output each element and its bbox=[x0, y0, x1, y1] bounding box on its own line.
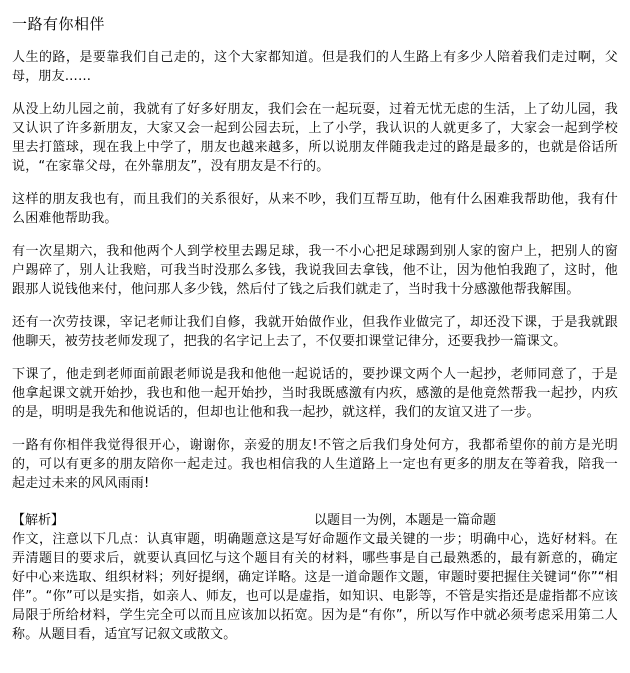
analysis-first-line bbox=[12, 511, 618, 530]
body-paragraph-4: 有一次星期六，我和他两个人到学校里去踢足球，我一不小心把足球踢到别人家的窗户上，把别人的窗户踢碎了，别人让我赔，可我当时没那么多钱，我说我回去拿钱，他不让，因为他怕我跑了，这时，他跟那人说钱他来付，他问那人多少钱，然后付了钱之后我们就走了，当时我十分感激他帮我解围。 bbox=[12, 244, 618, 297]
analysis-section bbox=[12, 511, 618, 644]
body-paragraph-2: 从没上幼儿园之前，我就有了好多好朋友，我们会在一起玩耍，过着无忧无虑的生活，上了幼儿园，我又认识了许多新朋友，大家又会一起到公园去玩，上了小学，我认识的人就更多了，大家会一起到学校里去打篮球，现在我上中学了，朋友也越来越多，所以说朋友伴随我走过的路是最多的，也就是俗话所说，“在家靠父母，在外靠朋友”，没有朋友是不行的。 bbox=[12, 102, 618, 174]
body-paragraph-6: 下课了，他走到老师面前跟老师说是我和他他一起说话的，要抄课文两个人一起抄，老师同意了，于是他拿起课文就开始抄，我也和他一起开始抄，当时我既感激有内疚，感激的是他竟然帮我一起抄，内疚的是，明明是我先和他说话的，但却也让他和我一起抄，就这样，我们的友谊又进了一步。 bbox=[12, 367, 618, 420]
page-title: 一路有你相伴 bbox=[12, 15, 106, 33]
body-paragraph-1: 人生的路，是要靠我们自己走的，这个大家都知道。但是我们的人生路上有多少人陪着我们走过啊，父母，朋友…… bbox=[12, 50, 618, 84]
analysis-first-line-tail: 以题目一为例，本题是一篇命题 bbox=[314, 513, 497, 528]
analysis-label: 【解析】 bbox=[12, 513, 65, 528]
analysis-body-text: 作文，注意以下几点：认真审题，明确题意这是写好命题作文最关键的一步；明确中心，选好材料。在弄清题目的要求后，就要认真回忆与这个题目有关的材料，哪些事是自己最熟悉的，最有新意的，确定好中心来选取、组织材料；列好提纲，确定详略。这是一道命题作文题，审题时要把握住关键词“你”“相伴”。“你”可以是实指，如亲人、师友，也可以是虚指，如知识、电影等，不管是实指还是虚指都不应该局限于所给材料，学生完全可以而且应该加以拓宽。因为是“有你”，所以写作中就必须考虑采用第二人称。从题目看，适宜写记叙文或散文。 bbox=[12, 532, 618, 642]
body-paragraph-7: 一路有你相伴我觉得很开心，谢谢你，亲爱的朋友!不管之后我们身处何方，我都希望你的前方是光明的，可以有更多的朋友陪你一起走过。我也相信我的人生道路上一定也有更多的朋友在等着我，陪我一起走过未来的风风雨雨! bbox=[12, 438, 618, 491]
body-paragraph-3: 这样的朋友我也有，而且我们的关系很好，从来不吵，我们互帮互助，他有什么困难我帮助他，我有什么困难他帮助我。 bbox=[12, 192, 618, 226]
analysis-heading-line bbox=[12, 511, 618, 530]
body-paragraph-5: 还有一次劳技课，宰记老师让我们自修，我就开始做作业，但我作业做完了，却还没下课，于是我就跟他聊天，被劳技老师发现了，把我的名字记上去了，不仅要扣课堂记律分，还要我抄一篇课文。 bbox=[12, 315, 618, 349]
